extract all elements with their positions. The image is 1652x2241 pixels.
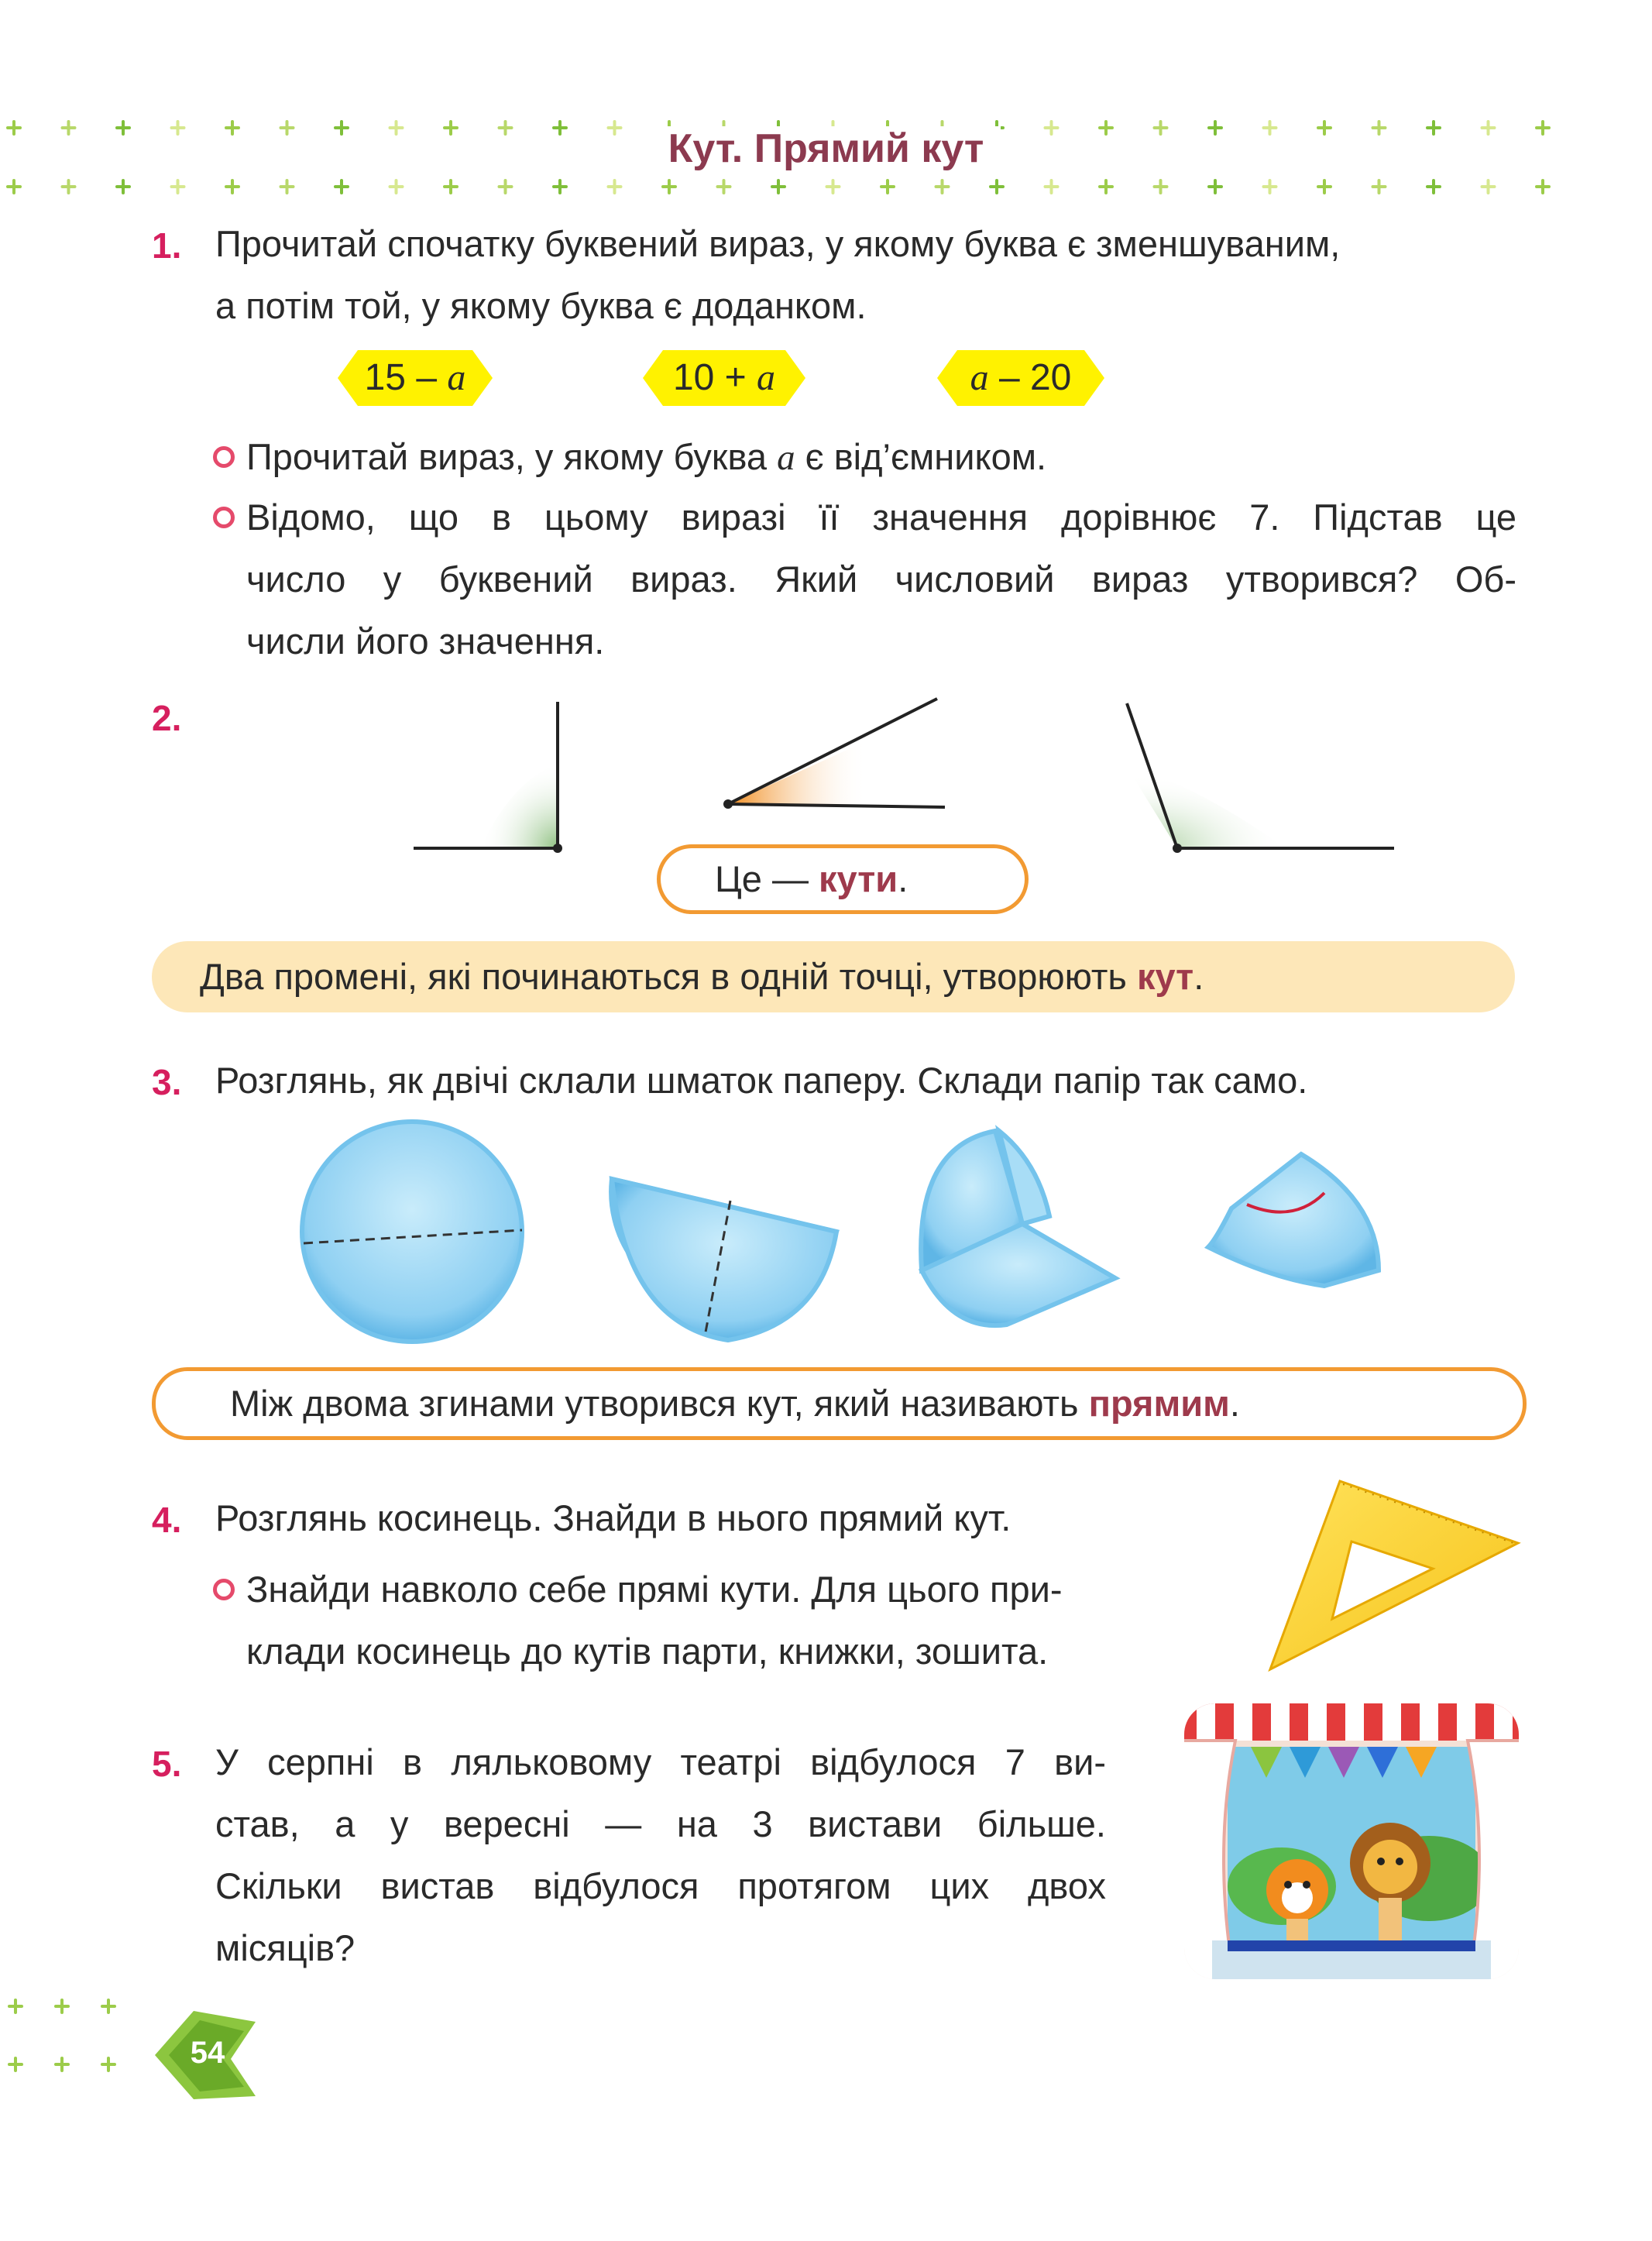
decorative-dot — [117, 180, 129, 193]
decorative-dot — [936, 180, 949, 193]
task-5-number: 5. — [152, 1744, 182, 1784]
acute-angle-figure — [723, 699, 945, 809]
expression-chip-2 — [643, 350, 805, 406]
decorative-dot-row-second — [0, 175, 1652, 198]
expression-3-right: – 20 — [988, 357, 1072, 398]
angles-label-box — [657, 844, 1029, 914]
set-square-icon — [1255, 1472, 1526, 1681]
decorative-dot — [9, 2058, 22, 2071]
expression-2-left: 10 + — [672, 357, 757, 398]
decorative-dot — [8, 180, 20, 193]
decorative-dot — [56, 2058, 68, 2071]
expression-1-var: a — [447, 357, 466, 398]
decorative-dot — [772, 180, 785, 193]
task-1-text-line2: а потім той, у якому буква є доданком. — [215, 285, 867, 326]
decorative-dot — [1373, 180, 1386, 193]
expression-chip-3 — [937, 350, 1104, 406]
decorative-dot — [554, 180, 566, 193]
task-4-text: Розглянь косинець. Знайди в нього прямий кут. — [215, 1497, 1011, 1538]
decorative-dot — [500, 180, 512, 193]
task-5-line2: став, а у вересні — на 3 вистави більше. — [215, 1803, 1106, 1844]
decorative-dot — [1209, 180, 1221, 193]
decorative-dot — [609, 180, 621, 193]
decorative-dot — [718, 180, 730, 193]
task-1-bullet-2-line2: число у буквений вираз. Який числовий вираз утворився? Об- — [246, 559, 1516, 600]
decorative-dot — [102, 2058, 115, 2071]
decorative-dot — [56, 2000, 68, 2012]
task-1-bullet-2-line1: Відомо, що в цьому виразі її значення дорівнює 7. Підстав це — [246, 497, 1516, 538]
decorative-dot — [390, 180, 403, 193]
task-4-bullet-line1: Знайди навколо себе прямі кути. Для цього при- — [246, 1569, 1063, 1610]
expression-chip-1 — [338, 350, 493, 406]
bullet-icon — [213, 1579, 235, 1600]
angles-label: Це — кути. — [715, 858, 908, 899]
decorative-dot — [991, 180, 1003, 193]
decorative-dot — [9, 2000, 22, 2012]
task-1-text-line1: Прочитай спочатку буквений вираз, у якому буква є зменшуваним, — [215, 223, 1341, 264]
decorative-dot — [102, 2000, 115, 2012]
expression-2-var: a — [757, 357, 776, 398]
decorative-dot — [335, 180, 348, 193]
bullet-icon — [213, 446, 235, 468]
task-5-line4: місяців? — [215, 1927, 355, 1968]
expression-1-left: 15 – — [364, 357, 448, 398]
decorative-dot — [281, 180, 294, 193]
task-1-bullet-1: Прочитай вираз, у якому буква a є від’ємником. — [246, 436, 1047, 478]
page-title: Кут. Прямий кут — [0, 125, 1652, 172]
expression-3-var: a — [970, 357, 989, 398]
task-1-number: 1. — [152, 225, 182, 266]
paper-quarter-fold-icon — [921, 1131, 1115, 1325]
decorative-dot — [445, 180, 457, 193]
angle-definition-text: Два промені, які починаються в одній точці, утворюють кут. — [200, 956, 1204, 997]
decorative-dot — [1155, 180, 1167, 193]
puppet-theater-illustration — [1181, 1700, 1522, 1987]
decorative-dot — [226, 180, 239, 193]
decorative-dot — [172, 180, 184, 193]
decorative-dot — [1318, 180, 1331, 193]
decorative-dot — [1427, 180, 1440, 193]
decorative-dot — [1100, 180, 1112, 193]
decorative-dot — [63, 180, 75, 193]
decorative-dot — [663, 180, 675, 193]
paper-folding-steps — [294, 1115, 1425, 1363]
task-5-line1: У серпні в ляльковому театрі відбулося 7 ви- — [215, 1741, 1106, 1782]
decorative-dot — [881, 180, 894, 193]
task-3-number: 3. — [152, 1062, 182, 1102]
task-3-text: Розглянь, як двічі склали шматок паперу. Склади папір так само. — [215, 1060, 1308, 1101]
task-4-bullet-line2: клади косинець до кутів парти, книжки, зошита. — [246, 1631, 1049, 1672]
task-1-bullet-2-line3: числи його значення. — [246, 620, 605, 662]
task-2-number: 2. — [152, 698, 182, 738]
decorative-dot — [1537, 180, 1549, 193]
decorative-dot — [1264, 180, 1276, 193]
bullet-icon — [213, 507, 235, 528]
decorative-dot — [827, 180, 840, 193]
right-angle-definition-box — [152, 1367, 1527, 1440]
paper-quarter-folded-icon — [1208, 1154, 1379, 1286]
decorative-dots-bottom-left — [0, 1995, 155, 2095]
angle-definition-box — [152, 941, 1515, 1012]
decorative-dot — [1046, 180, 1058, 193]
obtuse-angle-figure — [1127, 703, 1394, 853]
task-4-number: 4. — [152, 1500, 182, 1540]
right-angle-definition-text: Між двома згинами утворився кут, який називають прямим. — [230, 1383, 1240, 1424]
paper-half-icon — [611, 1179, 836, 1340]
decorative-dot — [1482, 180, 1495, 193]
paper-circle-icon — [302, 1122, 522, 1342]
task-5-line3: Скільки вистав відбулося протягом цих двох — [215, 1865, 1106, 1906]
right-angle-figure — [414, 702, 562, 853]
page-number: 54 — [190, 2036, 225, 2070]
